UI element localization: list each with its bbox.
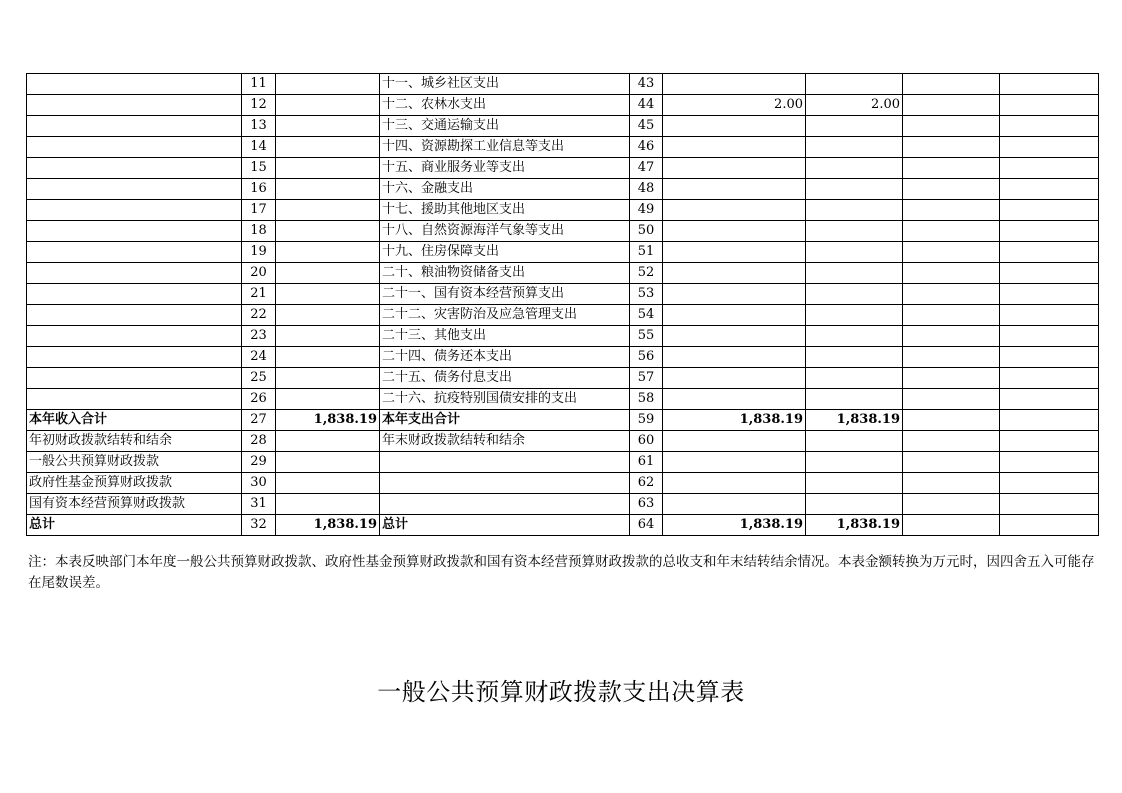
expense-amount-total	[663, 368, 806, 389]
income-item-label	[27, 95, 242, 116]
expense-row-number: 64	[630, 515, 663, 536]
expense-amount-gov-fund	[903, 515, 1000, 536]
income-amount	[276, 179, 380, 200]
table-row	[27, 473, 1099, 494]
expense-row-number: 58	[630, 389, 663, 410]
expense-amount-gov-fund	[903, 242, 1000, 263]
income-row-number: 26	[242, 389, 276, 410]
income-row-number: 32	[242, 515, 276, 536]
expense-item-label: 二十一、国有资本经营预算支出	[380, 284, 630, 305]
expense-amount-general-budget	[806, 473, 903, 494]
expense-item-label: 二十六、抗疫特别国债安排的支出	[380, 389, 630, 410]
income-item-label: 一般公共预算财政拨款	[27, 452, 242, 473]
income-item-label: 年初财政拨款结转和结余	[27, 431, 242, 452]
expense-amount-state-capital	[1000, 158, 1099, 179]
expense-amount-state-capital	[1000, 221, 1099, 242]
expense-item-label: 十四、资源勘探工业信息等支出	[380, 137, 630, 158]
expense-amount-general-budget	[806, 200, 903, 221]
table-row	[27, 368, 1099, 389]
expense-item-label: 十六、金融支出	[380, 179, 630, 200]
expense-row-number: 48	[630, 179, 663, 200]
expense-amount-total	[663, 431, 806, 452]
expense-row-number: 62	[630, 473, 663, 494]
table-row	[27, 410, 1099, 431]
table-row	[27, 515, 1099, 536]
expense-amount-state-capital	[1000, 263, 1099, 284]
expense-amount-state-capital	[1000, 410, 1099, 431]
table-row	[27, 305, 1099, 326]
expense-amount-total	[663, 221, 806, 242]
expense-item-label: 二十、粮油物资储备支出	[380, 263, 630, 284]
expense-amount-state-capital	[1000, 179, 1099, 200]
expense-amount-state-capital	[1000, 95, 1099, 116]
expense-amount-total	[663, 494, 806, 515]
expense-row-number: 43	[630, 74, 663, 95]
income-row-number: 11	[242, 74, 276, 95]
table-row	[27, 200, 1099, 221]
income-amount	[276, 137, 380, 158]
expense-amount-state-capital	[1000, 137, 1099, 158]
expense-amount-total	[663, 473, 806, 494]
expense-amount-gov-fund	[903, 221, 1000, 242]
next-table-title: 一般公共预算财政拨款支出决算表	[377, 678, 745, 706]
expense-amount-gov-fund	[903, 200, 1000, 221]
expense-amount-total	[663, 242, 806, 263]
expense-item-label: 二十二、灾害防治及应急管理支出	[380, 305, 630, 326]
income-amount	[276, 221, 380, 242]
income-item-label	[27, 242, 242, 263]
expense-amount-gov-fund	[903, 452, 1000, 473]
expense-amount-state-capital	[1000, 473, 1099, 494]
expense-amount-state-capital	[1000, 494, 1099, 515]
expense-amount-total: 1,838.19	[663, 515, 806, 536]
expense-amount-general-budget: 2.00	[806, 95, 903, 116]
table-row	[27, 74, 1099, 95]
expense-amount-total	[663, 137, 806, 158]
income-item-label	[27, 305, 242, 326]
income-row-number: 21	[242, 284, 276, 305]
income-row-number: 15	[242, 158, 276, 179]
expense-item-label: 年末财政拨款结转和结余	[380, 431, 630, 452]
income-amount: 1,838.19	[276, 410, 380, 431]
expense-amount-general-budget: 1,838.19	[806, 410, 903, 431]
expense-amount-gov-fund	[903, 305, 1000, 326]
income-row-number: 18	[242, 221, 276, 242]
table-row	[27, 284, 1099, 305]
expense-amount-total	[663, 200, 806, 221]
expense-amount-general-budget	[806, 431, 903, 452]
expense-row-number: 52	[630, 263, 663, 284]
income-item-label: 总计	[27, 515, 242, 536]
expense-amount-state-capital	[1000, 368, 1099, 389]
expense-item-label	[380, 473, 630, 494]
table-row	[27, 347, 1099, 368]
expense-row-number: 61	[630, 452, 663, 473]
table-row	[27, 179, 1099, 200]
expense-item-label: 十二、农林水支出	[380, 95, 630, 116]
income-item-label	[27, 137, 242, 158]
expense-amount-gov-fund	[903, 158, 1000, 179]
expense-row-number: 56	[630, 347, 663, 368]
expense-amount-total	[663, 452, 806, 473]
expense-amount-state-capital	[1000, 389, 1099, 410]
expense-amount-total	[663, 74, 806, 95]
expense-amount-total: 2.00	[663, 95, 806, 116]
table-row	[27, 494, 1099, 515]
income-item-label	[27, 158, 242, 179]
income-row-number: 24	[242, 347, 276, 368]
table-row	[27, 326, 1099, 347]
income-row-number: 16	[242, 179, 276, 200]
expense-row-number: 53	[630, 284, 663, 305]
expense-amount-general-budget	[806, 158, 903, 179]
expense-amount-gov-fund	[903, 326, 1000, 347]
expense-item-label: 二十五、债务付息支出	[380, 368, 630, 389]
expense-amount-general-budget	[806, 326, 903, 347]
income-amount	[276, 242, 380, 263]
expense-row-number: 50	[630, 221, 663, 242]
expense-row-number: 45	[630, 116, 663, 137]
expense-amount-general-budget	[806, 389, 903, 410]
expense-item-label: 十九、住房保障支出	[380, 242, 630, 263]
expense-row-number: 51	[630, 242, 663, 263]
expense-row-number: 44	[630, 95, 663, 116]
expense-amount-general-budget	[806, 263, 903, 284]
expense-amount-general-budget	[806, 305, 903, 326]
income-amount: 1,838.19	[276, 515, 380, 536]
table-row	[27, 137, 1099, 158]
expense-amount-gov-fund	[903, 179, 1000, 200]
expense-amount-total	[663, 326, 806, 347]
income-item-label: 国有资本经营预算财政拨款	[27, 494, 242, 515]
expense-amount-gov-fund	[903, 431, 1000, 452]
expense-amount-total	[663, 158, 806, 179]
expense-amount-state-capital	[1000, 515, 1099, 536]
table-row	[27, 221, 1099, 242]
income-item-label	[27, 200, 242, 221]
expense-amount-total	[663, 284, 806, 305]
income-amount	[276, 200, 380, 221]
income-amount	[276, 116, 380, 137]
expense-amount-general-budget	[806, 116, 903, 137]
income-item-label	[27, 326, 242, 347]
table-row	[27, 116, 1099, 137]
expense-amount-general-budget	[806, 347, 903, 368]
income-row-number: 17	[242, 200, 276, 221]
income-item-label	[27, 368, 242, 389]
expense-row-number: 47	[630, 158, 663, 179]
expense-amount-gov-fund	[903, 389, 1000, 410]
expense-item-label	[380, 452, 630, 473]
income-item-label	[27, 284, 242, 305]
table-row	[27, 431, 1099, 452]
income-row-number: 28	[242, 431, 276, 452]
budget-table	[26, 73, 1099, 536]
income-item-label	[27, 263, 242, 284]
income-row-number: 23	[242, 326, 276, 347]
expense-amount-total	[663, 179, 806, 200]
income-amount	[276, 347, 380, 368]
expense-amount-state-capital	[1000, 284, 1099, 305]
expense-amount-gov-fund	[903, 473, 1000, 494]
table-row	[27, 242, 1099, 263]
expense-amount-general-budget: 1,838.19	[806, 515, 903, 536]
expense-amount-state-capital	[1000, 347, 1099, 368]
expense-amount-gov-fund	[903, 116, 1000, 137]
income-row-number: 30	[242, 473, 276, 494]
expense-amount-general-budget	[806, 284, 903, 305]
expense-amount-general-budget	[806, 242, 903, 263]
expense-amount-total	[663, 116, 806, 137]
income-item-label: 本年收入合计	[27, 410, 242, 431]
income-amount	[276, 284, 380, 305]
expense-item-label: 本年支出合计	[380, 410, 630, 431]
income-row-number: 12	[242, 95, 276, 116]
expense-amount-state-capital	[1000, 326, 1099, 347]
expense-amount-total: 1,838.19	[663, 410, 806, 431]
expense-amount-general-budget	[806, 221, 903, 242]
table-body	[27, 74, 1099, 536]
expense-amount-total	[663, 263, 806, 284]
income-item-label: 政府性基金预算财政拨款	[27, 473, 242, 494]
income-amount	[276, 494, 380, 515]
expense-amount-gov-fund	[903, 95, 1000, 116]
income-item-label	[27, 221, 242, 242]
expense-item-label: 二十三、其他支出	[380, 326, 630, 347]
expense-amount-state-capital	[1000, 116, 1099, 137]
expense-item-label: 十七、援助其他地区支出	[380, 200, 630, 221]
expense-item-label: 十五、商业服务业等支出	[380, 158, 630, 179]
income-amount	[276, 158, 380, 179]
expense-amount-state-capital	[1000, 74, 1099, 95]
income-amount	[276, 263, 380, 284]
income-amount	[276, 452, 380, 473]
table-row	[27, 95, 1099, 116]
income-row-number: 27	[242, 410, 276, 431]
table-note: 注：本表反映部门本年度一般公共预算财政拨款、政府性基金预算财政拨款和国有资本经营预算财政拨款的总收支和年末结转结余情况。本表金额转换为万元时，因四舍五入可能存在尾数误差。	[28, 554, 1095, 591]
expense-amount-general-budget	[806, 137, 903, 158]
expense-amount-state-capital	[1000, 452, 1099, 473]
expense-row-number: 49	[630, 200, 663, 221]
table-row	[27, 452, 1099, 473]
expense-amount-state-capital	[1000, 242, 1099, 263]
expense-item-label: 二十四、债务还本支出	[380, 347, 630, 368]
expense-item-label: 十一、城乡社区支出	[380, 74, 630, 95]
expense-row-number: 59	[630, 410, 663, 431]
expense-row-number: 63	[630, 494, 663, 515]
table-row	[27, 158, 1099, 179]
income-row-number: 19	[242, 242, 276, 263]
income-amount	[276, 473, 380, 494]
expense-row-number: 55	[630, 326, 663, 347]
income-row-number: 31	[242, 494, 276, 515]
income-amount	[276, 74, 380, 95]
expense-row-number: 57	[630, 368, 663, 389]
expense-amount-state-capital	[1000, 200, 1099, 221]
expense-item-label	[380, 494, 630, 515]
income-amount	[276, 326, 380, 347]
expense-amount-gov-fund	[903, 368, 1000, 389]
expense-amount-gov-fund	[903, 347, 1000, 368]
table-row	[27, 389, 1099, 410]
expense-row-number: 54	[630, 305, 663, 326]
expense-amount-gov-fund	[903, 137, 1000, 158]
income-row-number: 13	[242, 116, 276, 137]
income-amount	[276, 389, 380, 410]
expense-row-number: 46	[630, 137, 663, 158]
expense-item-label: 十八、自然资源海洋气象等支出	[380, 221, 630, 242]
expense-amount-total	[663, 389, 806, 410]
income-amount	[276, 431, 380, 452]
expense-amount-general-budget	[806, 179, 903, 200]
income-row-number: 20	[242, 263, 276, 284]
expense-amount-gov-fund	[903, 263, 1000, 284]
expense-amount-general-budget	[806, 368, 903, 389]
income-amount	[276, 368, 380, 389]
expense-amount-total	[663, 305, 806, 326]
income-row-number: 14	[242, 137, 276, 158]
income-item-label	[27, 389, 242, 410]
expense-amount-general-budget	[806, 74, 903, 95]
expense-item-label: 总计	[380, 515, 630, 536]
expense-row-number: 60	[630, 431, 663, 452]
income-row-number: 22	[242, 305, 276, 326]
income-item-label	[27, 116, 242, 137]
expense-item-label: 十三、交通运输支出	[380, 116, 630, 137]
expense-amount-gov-fund	[903, 74, 1000, 95]
table-row	[27, 263, 1099, 284]
income-item-label	[27, 74, 242, 95]
income-item-label	[27, 179, 242, 200]
expense-amount-state-capital	[1000, 305, 1099, 326]
expense-amount-gov-fund	[903, 494, 1000, 515]
expense-amount-total	[663, 347, 806, 368]
income-row-number: 29	[242, 452, 276, 473]
expense-amount-gov-fund	[903, 410, 1000, 431]
expense-amount-gov-fund	[903, 284, 1000, 305]
income-amount	[276, 95, 380, 116]
income-amount	[276, 305, 380, 326]
income-item-label	[27, 347, 242, 368]
expense-amount-general-budget	[806, 452, 903, 473]
expense-amount-general-budget	[806, 494, 903, 515]
expense-amount-state-capital	[1000, 431, 1099, 452]
income-row-number: 25	[242, 368, 276, 389]
